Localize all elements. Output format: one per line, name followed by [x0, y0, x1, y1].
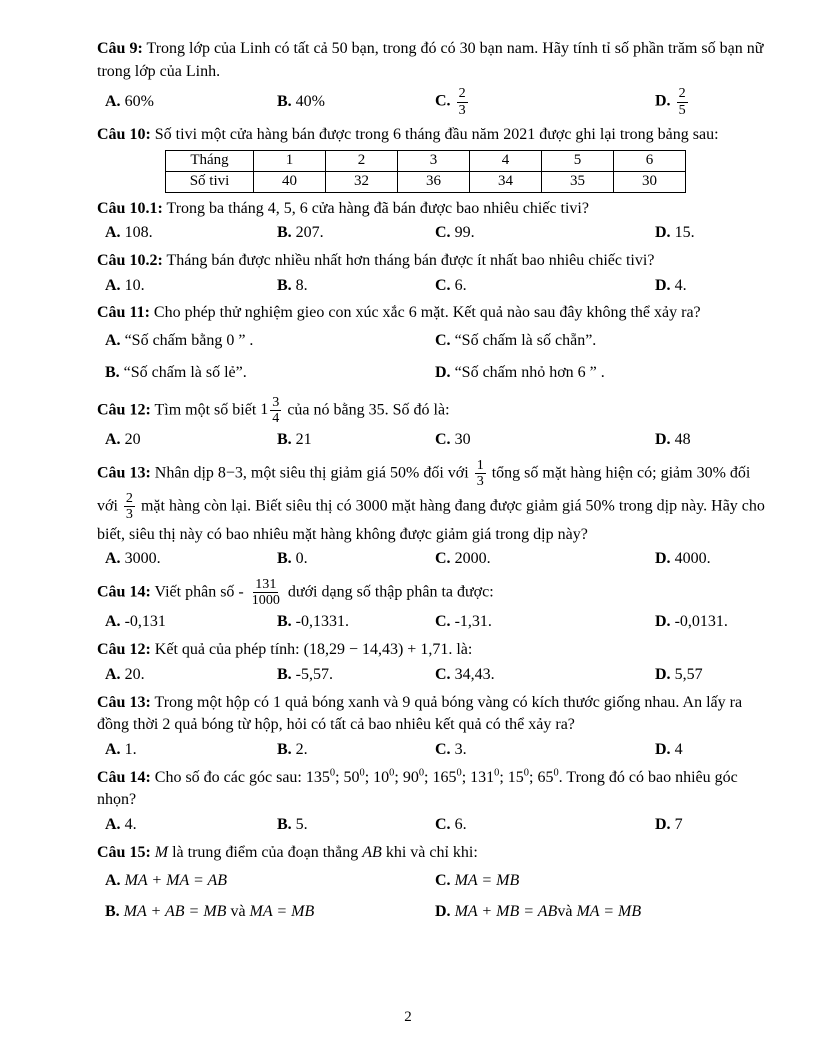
option-label: D.	[655, 550, 671, 568]
question-text: Câu 14: Cho số đo các góc sau: $135^0$; $50^0$; $10^0$; $90^0$; $165^0$; $131^0$; $15^0$; $65^0$. Trong đó có bao nhiêu góc nhọn?	[97, 767, 738, 809]
answer-option-C: C. “Số chấm là số chẵn”.	[435, 332, 597, 350]
question-text: Câu 12: Kết quả của phép tính: (18,29 − 14,43) + 1,71. là:	[97, 641, 473, 659]
question-label: Câu 12:	[97, 400, 151, 418]
answer-option-C	[435, 85, 655, 118]
table-cell: 36	[398, 171, 470, 192]
fraction: $\frac{2}{5}$	[678, 85, 686, 118]
question-label: Câu 11:	[97, 304, 150, 322]
option-label: A.	[105, 431, 121, 448]
table-cell: 35	[542, 171, 614, 192]
answer-option-C: C. -1,31.	[435, 613, 492, 631]
option-label: C.	[435, 740, 451, 758]
answer-option-A: A. 10.	[105, 276, 145, 294]
answer-option-B: B. -5,57.	[277, 665, 333, 683]
answer-option-C: C. 3.	[435, 740, 467, 758]
answer-option-A: A. 1.	[105, 740, 137, 758]
options-row	[97, 664, 771, 687]
option-label: D.	[655, 740, 671, 758]
question-q15	[97, 842, 771, 924]
question-label: Câu 10.1:	[97, 199, 163, 217]
option-label: C.	[435, 816, 451, 834]
answer-option-A: A. -0,131	[105, 613, 166, 631]
question-q10-2	[97, 250, 771, 297]
question-text: Câu 12: Tìm một số biết 1 $\frac{3}{4}$ của nó bằng 35. Số đó là:	[97, 393, 450, 426]
answer-option-D: D. -0,0131.	[655, 613, 728, 631]
question-label: Câu 13:	[97, 464, 151, 482]
option-label: D.	[655, 92, 671, 110]
fraction: $\frac{2}{3}$	[125, 490, 133, 523]
math-expression: AB	[362, 843, 382, 861]
question-text: Câu 13: Trong một hộp có 1 quả bóng xanh và 9 quả bóng vàng có kích thước giống nhau. An lấy ra đồng thời 2 quả bóng từ hộp, hỏi có tất cả bao nhiêu kết quả có thể xảy ra?	[97, 693, 743, 734]
fraction: $\frac{2}{3}$	[458, 85, 466, 118]
option-label: B.	[105, 903, 120, 921]
answer-option-D: D. 15.	[655, 224, 695, 242]
option-label: C.	[435, 871, 451, 889]
superscript-degree: 0	[494, 767, 500, 779]
answer-option-D: D. 48	[655, 431, 691, 448]
question-text: Câu 11: Cho phép thử nghiệm gieo con xúc xắc 6 mặt. Kết quả nào sau đây không thể xảy ra?	[97, 304, 701, 322]
options-row	[97, 85, 771, 118]
option-label: B.	[277, 613, 292, 631]
option-label: A.	[105, 276, 121, 294]
table-cell: 40	[254, 171, 326, 192]
option-label: B.	[277, 92, 292, 110]
questions-container	[97, 38, 771, 924]
question-label: Câu 14:	[97, 768, 151, 786]
question-q14	[97, 576, 771, 634]
table-row	[166, 171, 686, 192]
fraction: $\frac{1}{3}$	[476, 456, 484, 489]
answer-option-B: B. “Số chấm là số lẻ”.	[105, 363, 247, 381]
question-label: Câu 14:	[97, 583, 151, 601]
option-label: B.	[277, 740, 292, 758]
answer-option-B: B. 0.	[277, 550, 308, 568]
table-cell: Tháng	[166, 150, 254, 171]
answer-option-C: C. 2000.	[435, 550, 491, 568]
options-row	[97, 429, 771, 452]
option-label: A.	[105, 224, 121, 242]
answer-option-A: A. 20.	[105, 665, 145, 683]
question-text: Câu 10.1: Trong ba tháng 4, 5, 6 cửa hàng đã bán được bao nhiêu chiếc tivi?	[97, 199, 589, 217]
answer-option-B: B. 21	[277, 431, 312, 448]
option-label: A.	[105, 92, 121, 110]
option-label: A.	[105, 816, 121, 834]
option-label: C.	[435, 613, 451, 631]
answer-option-B: B. 8.	[277, 276, 308, 294]
data-table	[165, 150, 686, 193]
option-label: B.	[277, 224, 292, 242]
options-row	[97, 222, 771, 245]
table-cell: 6	[614, 150, 686, 171]
option-label: A.	[105, 332, 121, 350]
option-label: B.	[277, 276, 292, 294]
option-label: D.	[435, 363, 451, 381]
option-label: D.	[655, 816, 671, 834]
answer-option-D: D. 4.	[655, 276, 687, 294]
math-expression: MA = MB	[249, 903, 315, 921]
answer-option-C: C. 30	[435, 431, 471, 448]
question-q12	[97, 394, 771, 452]
option-label: A.	[105, 740, 121, 758]
answer-option-D: D. 4000.	[655, 550, 711, 568]
answer-option-D: D. “Số chấm nhỏ hơn 6 ” .	[435, 363, 605, 381]
answer-option-A: A. “Số chấm bằng 0 ” .	[105, 332, 254, 350]
table-cell: 1	[254, 150, 326, 171]
superscript-degree: 0	[389, 767, 395, 779]
option-label: A.	[105, 665, 121, 683]
question-text: Câu 9: Trong lớp của Linh có tất cả 50 bạn, trong đó có 30 bạn nam. Hãy tính tỉ số phần trăm số bạn nữ trong lớp của Linh.	[97, 40, 764, 80]
options-row	[97, 611, 771, 634]
fraction: $\frac{131}{1000}$	[251, 575, 280, 609]
answer-option-A: A. 20	[105, 431, 141, 448]
answer-option-B: B. 40%	[277, 92, 325, 110]
option-label: B.	[105, 363, 120, 381]
table-cell: 3	[398, 150, 470, 171]
answer-option-C: C. 6.	[435, 816, 467, 834]
math-expression: MA + MB = AB	[454, 903, 558, 921]
options-row	[97, 330, 771, 384]
option-label: A.	[105, 550, 121, 568]
question-label: Câu 13:	[97, 693, 151, 711]
option-label: A.	[105, 613, 121, 631]
math-expression: M	[154, 843, 169, 861]
answer-option-D: D. MA + MB = ABvà MA = MB	[435, 903, 642, 921]
superscript-degree: 0	[553, 767, 559, 779]
question-label: Câu 15:	[97, 843, 151, 861]
answer-option-B: B. MA + AB = MB và MA = MB	[105, 903, 315, 921]
question-q10	[97, 124, 771, 193]
option-label: B.	[277, 816, 292, 834]
answer-option-B: B. -0,1331.	[277, 613, 349, 631]
math-expression: MA + AB = MB	[123, 903, 227, 921]
option-label: B.	[277, 431, 292, 448]
superscript-degree: 0	[456, 767, 462, 779]
question-q12b	[97, 639, 771, 686]
answer-option-D: D. 4	[655, 740, 683, 758]
option-label: D.	[655, 665, 671, 683]
table-cell: Số tivi	[166, 171, 254, 192]
options-row	[97, 814, 771, 837]
math-expression: MA = MB	[576, 903, 642, 921]
answer-option-D: D. 5,57	[655, 665, 703, 683]
superscript-degree: 0	[359, 767, 365, 779]
option-label: D.	[655, 276, 671, 294]
question-q14b	[97, 767, 771, 837]
answer-option-C: C. 34,43.	[435, 665, 495, 683]
answer-option-B: B. 5.	[277, 816, 308, 834]
table-row	[166, 150, 686, 171]
question-label: Câu 10:	[97, 125, 151, 143]
question-text: Câu 15: M là trung điểm của đoạn thẳng AB khi và chỉ khi:	[97, 843, 478, 861]
superscript-degree: 0	[329, 767, 336, 779]
superscript-degree: 0	[523, 767, 529, 779]
table-cell: 5	[542, 150, 614, 171]
question-text: Câu 13: Nhân dịp 8−3, một siêu thị giảm giá 50% đối với $\frac{1}{3}$ tổng số mặt hàng hiện có; giảm 30% đối với $\frac{2}{3}$ mặt hàng còn lại. Biết siêu thị có 3000 mặt hàng đang được giảm giá 50% trong dịp này. Hãy cho biết, siêu thị này có bao nhiêu mặt hàng không được giảm giá trong dịp này?	[97, 456, 765, 543]
answer-option-A: A. 3000.	[105, 550, 161, 568]
options-row	[97, 275, 771, 298]
option-label: C.	[435, 550, 451, 568]
answer-option-D: D. 7	[655, 816, 683, 834]
option-label: D.	[655, 613, 671, 631]
answer-option-C: C. 6.	[435, 276, 467, 294]
question-label: Câu 10.2:	[97, 252, 163, 269]
option-label: A.	[105, 871, 121, 889]
answer-option-C: C. 99.	[435, 224, 475, 242]
superscript-degree: 0	[418, 767, 425, 779]
option-label: C.	[435, 332, 451, 350]
math-expression: MA + MA = AB	[124, 871, 228, 889]
option-label: D.	[655, 224, 671, 242]
table-cell: 2	[326, 150, 398, 171]
answer-option-D	[655, 85, 771, 118]
math-expression: MA = MB	[454, 871, 520, 889]
question-text: Câu 10: Số tivi một cửa hàng bán được trong 6 tháng đầu năm 2021 được ghi lại trong bảng sau:	[97, 125, 719, 143]
answer-option-A: A. 60%	[105, 92, 154, 110]
answer-option-C	[435, 870, 771, 893]
fraction: $\frac{3}{4}$	[272, 393, 280, 426]
page-number: 2	[404, 1009, 412, 1025]
question-text: Câu 14: Viết phân số - $\frac{131}{1000}$ dưới dạng số thập phân ta được:	[97, 575, 494, 609]
option-label: B.	[277, 665, 292, 683]
answer-option-B: B. 207.	[277, 224, 324, 242]
option-label: C.	[435, 224, 451, 242]
option-label: B.	[277, 550, 292, 568]
answer-option-A	[105, 870, 435, 893]
option-label: C.	[435, 92, 451, 110]
table-cell: 4	[470, 150, 542, 171]
question-text: Câu 10.2: Tháng bán được nhiều nhất hơn tháng bán được ít nhất bao nhiêu chiếc tivi?	[97, 252, 655, 269]
option-label: C.	[435, 276, 451, 294]
table-cell: 32	[326, 171, 398, 192]
table-cell: 34	[470, 171, 542, 192]
question-q10-1	[97, 198, 771, 245]
option-label: D.	[435, 903, 451, 921]
answer-option-A: A. 108.	[105, 224, 153, 242]
question-q13	[97, 457, 771, 571]
option-label: D.	[655, 431, 671, 448]
question-q9	[97, 38, 771, 119]
options-row	[97, 739, 771, 762]
option-label: C.	[435, 665, 451, 683]
mixed-number: 1 $\frac{3}{4}$	[260, 393, 280, 426]
option-label: C.	[435, 431, 451, 448]
question-label: Câu 9:	[97, 40, 143, 57]
answer-option-B: B. 2.	[277, 740, 308, 758]
options-row	[97, 548, 771, 571]
options-row	[97, 870, 771, 924]
answer-option-A: A. 4.	[105, 816, 137, 834]
question-label: Câu 12:	[97, 641, 151, 659]
question-q13b	[97, 692, 771, 762]
table-cell: 30	[614, 171, 686, 192]
question-q11	[97, 302, 771, 384]
